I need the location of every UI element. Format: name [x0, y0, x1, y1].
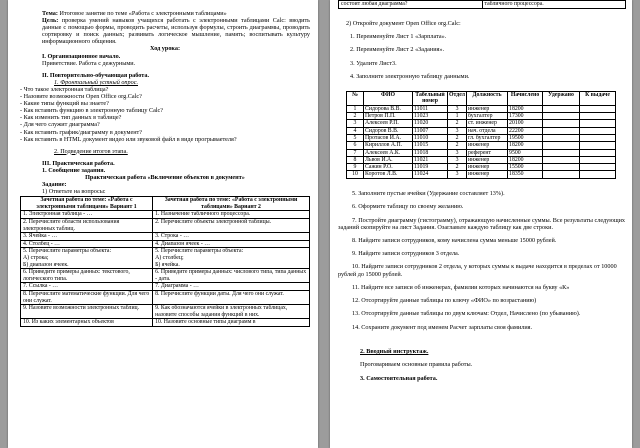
col-header: Удержано [543, 92, 580, 106]
list-item: 7. Постройте диаграмму (гистограмму), отражающую начисленные суммы. Все результаты следующих заданий скопируйте на лист Задания. Озаглавьте каждую таблицу как две строки. [338, 216, 626, 231]
section-2-sub-2: 2. Подведение итогов этапа. [54, 147, 128, 155]
section-1-text: Приветствие. Работа с дежурными. [42, 59, 136, 67]
question-item: - Назовите возможности Open Office org.Calc? [20, 93, 142, 101]
table-cell: инженер [467, 156, 508, 163]
table-cell [580, 142, 616, 149]
table-cell: Сидорова В.В. [364, 105, 413, 112]
table-cell: 2. Перечислите объекты электронной таблицы. [153, 219, 310, 233]
table-cell [543, 113, 580, 120]
table-cell: 5. Перечислите параметры объекта: А) строка; Б) диапазон ячеек. [21, 248, 153, 269]
table-cell: Петров П.П. [364, 113, 413, 120]
table-cell: Сажин Р.О. [364, 164, 413, 171]
table-cell: 18200 [508, 105, 543, 112]
table-cell: 3 [448, 156, 467, 163]
table-cell: 11007 [413, 127, 448, 134]
section-3-sub-1: 1. Сообщение задания. [42, 166, 106, 174]
table-row [347, 120, 616, 127]
table-cell [580, 113, 616, 120]
table-cell: 8 [347, 156, 364, 163]
table-cell: 11011 [413, 105, 448, 112]
table-cell: 8. Перечислите функции даты. Для чего они служат. [153, 290, 310, 304]
table-cell [543, 134, 580, 141]
table-cell: 3 [448, 127, 467, 134]
table-cell: Кириллов А.П. [364, 142, 413, 149]
table-cell: 2 [448, 164, 467, 171]
question-item: - Как вставить функцию в электронную таблицу Calc? [20, 107, 164, 115]
task-label: Задание: [42, 181, 67, 189]
table-row [21, 269, 310, 283]
table-row [347, 134, 616, 141]
table-cell [580, 120, 616, 127]
table-cell [580, 164, 616, 171]
table-cell: 10. Из каких элементарных объектов [21, 319, 153, 327]
col-header: Табельный номер [413, 92, 448, 106]
list-item: 9. Найдите записи сотрудников 3 отдела. [352, 250, 460, 258]
col-header: ФИО [364, 92, 413, 106]
table-cell: 1. Назначение табличного процессора. [153, 211, 310, 219]
table-cell: Львов И.А. [364, 156, 413, 163]
table-cell: 7. Ссылка - … [21, 283, 153, 291]
table-cell: 2 [448, 134, 467, 141]
table-cell [543, 105, 580, 112]
list-item: 11. Найдите все записи об инженерах, фамилии которых начинаются на букву «К» [352, 283, 570, 291]
table-cell: инженер [467, 164, 508, 171]
employee-table-header [347, 92, 616, 106]
substeps-list [338, 33, 626, 80]
table-cell: 11015 [413, 142, 448, 149]
selfwork-heading: 3. Самостоятельная работа. [360, 374, 438, 382]
table-cell: нач. отдела [467, 127, 508, 134]
table-cell: 1. Электронная таблица - … [21, 211, 153, 219]
table-row [347, 105, 616, 112]
table-cell: 3 [448, 171, 467, 178]
document-page-right [330, 0, 632, 448]
table-cell: 7. Диаграмма - … [153, 283, 310, 291]
table-cell: гл. бухгалтер [467, 134, 508, 141]
table-cell [580, 156, 616, 163]
list-item: 4. Заполните электронную таблицу данными. [350, 72, 470, 80]
table-cell: 7 [347, 149, 364, 156]
briefing-heading: 2. Вводный инструктаж. [360, 348, 429, 356]
table-cell: 2 [347, 113, 364, 120]
table-cell: 5. Перечислите параметры объекта: А) столбец; Б) ячейка. [153, 248, 310, 269]
table-cell: Протасов И.А. [364, 134, 413, 141]
steps-list [338, 190, 626, 331]
table-cell: Алексеев Р.П. [364, 120, 413, 127]
table-cell [543, 120, 580, 127]
practical-work-title: Практическая работа «Включение объектов в документ» [85, 173, 245, 181]
test-questions-table [20, 196, 310, 327]
table-row [347, 142, 616, 149]
table-row [347, 171, 616, 178]
table-cell: 18350 [508, 171, 543, 178]
table-row [339, 1, 626, 9]
list-item: 2. Переименуйте Лист 2 «Задания». [350, 46, 445, 54]
table-row [347, 164, 616, 171]
table-cell: 15500 [508, 164, 543, 171]
table-header-row [21, 197, 310, 211]
table-cell: 4 [347, 127, 364, 134]
table-cell: референт [467, 149, 508, 156]
list-item: 1. Переименуйте Лист 1 «Зарплата». [350, 33, 447, 41]
table-cell [543, 164, 580, 171]
table-cell [543, 127, 580, 134]
list-item: 14. Сохраните документ под именем Расчет зарплаты своя фамилия. [352, 323, 533, 331]
topic-label: Тема: [42, 10, 58, 17]
test-table-continuation [338, 0, 626, 9]
table-cell [543, 171, 580, 178]
question-item: - Как вставить в HTML документ видео или звуковой файл в виде прогрываетеля? [20, 135, 237, 143]
table-row [347, 156, 616, 163]
table-row [21, 233, 310, 241]
table-row [347, 127, 616, 134]
table-cell: состоит любая диаграмма? [339, 1, 483, 9]
list-item: 13. Отсортируйте данные таблицы по двум ключам: Отдел, Начислено (по убыванию). [352, 310, 581, 318]
table-cell: 11010 [413, 134, 448, 141]
table-cell: 3 [448, 149, 467, 156]
table-cell: 11018 [413, 149, 448, 156]
table-row [21, 240, 310, 248]
table-row [21, 283, 310, 291]
list-item: 3. Удалите Лист3. [350, 59, 397, 67]
question-item: - Как изменить тип данных в таблице? [20, 114, 122, 122]
page-right-content [338, 0, 626, 388]
table-cell: 9500 [508, 149, 543, 156]
table-cell: 6. Приведите примеры данных: текстового, логического типа. [21, 269, 153, 283]
table-cell: 10. Назовите основные типы диаграмм в [153, 319, 310, 327]
table-row [21, 248, 310, 269]
table-cell: 3. Строка - … [153, 233, 310, 241]
table-cell: 4. Столбец - … [21, 240, 153, 248]
section-1-heading: I. Организационное начало. [42, 52, 121, 60]
table-cell: ст. инженер [467, 120, 508, 127]
table-cell [543, 142, 580, 149]
question-item: - Какие типы функций вы знаете? [20, 100, 109, 108]
table-cell [543, 149, 580, 156]
table-cell: 17300 [508, 113, 543, 120]
briefing-text: Проговариваем основные правила работы. [360, 361, 473, 369]
table-cell: 18200 [508, 142, 543, 149]
task-1-text: 1) Ответьте на вопросы: [42, 188, 106, 196]
table-cell: инженер [467, 171, 508, 178]
col-header: № [347, 92, 364, 106]
goals-text: проверка умений навыков учащихся работать с электронными таблицами Calc: вводить данные с помощью формы, проводить расчеты, используя формулы, строить диаграммы, проводить сортировку и поиск данных; развивать логическое мышление, память; воспитывать культуру информационного общения. [42, 17, 310, 46]
table-cell: 6 [347, 142, 364, 149]
table-cell [580, 105, 616, 112]
list-item: 12. Отсортируйте данные таблицы по ключу «ФИО» по возрастанию) [352, 297, 537, 305]
table-cell: 8. Перечислите математические функции. Для чего они служат. [21, 290, 153, 304]
table-cell [543, 156, 580, 163]
table-cell: 11024 [413, 171, 448, 178]
col-header: Отдел [448, 92, 467, 106]
table-cell: Коротов Л.В. [364, 171, 413, 178]
table-cell: 19500 [508, 134, 543, 141]
list-item: 5. Заполните пустые ячейки (Удержание составляет 13%). [352, 189, 505, 197]
table-cell: 4. Диапазон ячеек - … [153, 240, 310, 248]
table-cell: инженер [467, 105, 508, 112]
table-cell: табличного процессора. [482, 1, 626, 9]
table-cell: Сидоров В.В. [364, 127, 413, 134]
table-row [21, 211, 310, 219]
table-cell: 1 [448, 113, 467, 120]
table-cell: 11019 [413, 164, 448, 171]
topic-line [20, 10, 310, 17]
section-2-heading: II. Повторительно-обучающая работа. [42, 71, 150, 79]
table-cell [580, 127, 616, 134]
table-cell: 9. Как обозначаются ячейки в электронных таблицах, назовите способы задания функций в них. [153, 305, 310, 319]
table-cell: инженер [467, 142, 508, 149]
page-left-content [20, 10, 310, 327]
table-cell [580, 134, 616, 141]
step-2-text: 2) Откройте документ Open Office org.Calc: [346, 19, 461, 27]
col-header: Начислено [508, 92, 543, 106]
list-item: 6. Оформите таблицу по своему желанию. [352, 203, 464, 211]
table-row [21, 219, 310, 233]
table-row [21, 319, 310, 327]
col-header: К выдаче [580, 92, 616, 106]
employee-table [346, 91, 616, 179]
questions-list [20, 86, 310, 143]
table-row [21, 290, 310, 304]
table-cell: бухгалтер [467, 113, 508, 120]
table-row [347, 113, 616, 120]
question-item: - Что такое электронная таблица? [20, 85, 109, 93]
col-header: Должность [467, 92, 508, 106]
table-cell: 2 [448, 142, 467, 149]
table-cell: 11020 [413, 120, 448, 127]
list-item: 10. Найдите записи сотрудников 2 отдела, у которых суммы к выдаче находится в пределах от 10000 рублей до 15000 рублей. [338, 263, 617, 278]
table-cell: 9 [347, 164, 364, 171]
question-item: - Для чего служит диаграмма? [20, 121, 100, 129]
table-cell [580, 171, 616, 178]
table-cell: 6. Приведите примеры данных: числового типа, типа данных - дата. [153, 269, 310, 283]
table-cell: 1 [347, 105, 364, 112]
table-cell [580, 149, 616, 156]
goals-label: Цель: [42, 17, 59, 25]
question-item: - Как вставить график/диаграмму в документ? [20, 128, 142, 136]
table-cell: 3. Ячейка - … [21, 233, 153, 241]
table-cell: 3 [448, 105, 467, 112]
table-cell: 11021 [413, 156, 448, 163]
table-cell: 5 [347, 134, 364, 141]
table-cell: Алексеев А.К. [364, 149, 413, 156]
table-cell: 20100 [508, 120, 543, 127]
table-cell: 10 [347, 171, 364, 178]
table-row [21, 305, 310, 319]
table-cell: 18200 [508, 156, 543, 163]
section-3-heading: III. Практическая работа. [42, 159, 115, 167]
table-header-variant-1: Зачетная работа по теме: «Работа с электронными таблицами» Вариант 1 [21, 197, 153, 211]
document-page-left [8, 0, 318, 448]
topic-text: Итоговое занятие по теме «Работа с электронными таблицами» [57, 10, 227, 17]
table-cell: 22200 [508, 127, 543, 134]
table-cell: 3 [347, 120, 364, 127]
table-row [347, 149, 616, 156]
section-2-sub-1: 1. Фронтальный устный опрос. [54, 78, 139, 86]
table-cell: 2. Перечислите области использования электронных таблиц. [21, 219, 153, 233]
lesson-flow-heading: Ход урока: [149, 45, 181, 53]
table-header-variant-2: Зачетная работа по теме: «Работа с электронными таблицами» Вариант 2 [153, 197, 310, 211]
table-cell: 11023 [413, 113, 448, 120]
table-cell: 2 [448, 120, 467, 127]
goals-line [20, 17, 310, 45]
list-item: 8. Найдите записи сотрудников, кому начислена сумма меньше 15000 рублей. [352, 236, 557, 244]
table-cell: 9. Назовите возможности электронных таблиц. [21, 305, 153, 319]
